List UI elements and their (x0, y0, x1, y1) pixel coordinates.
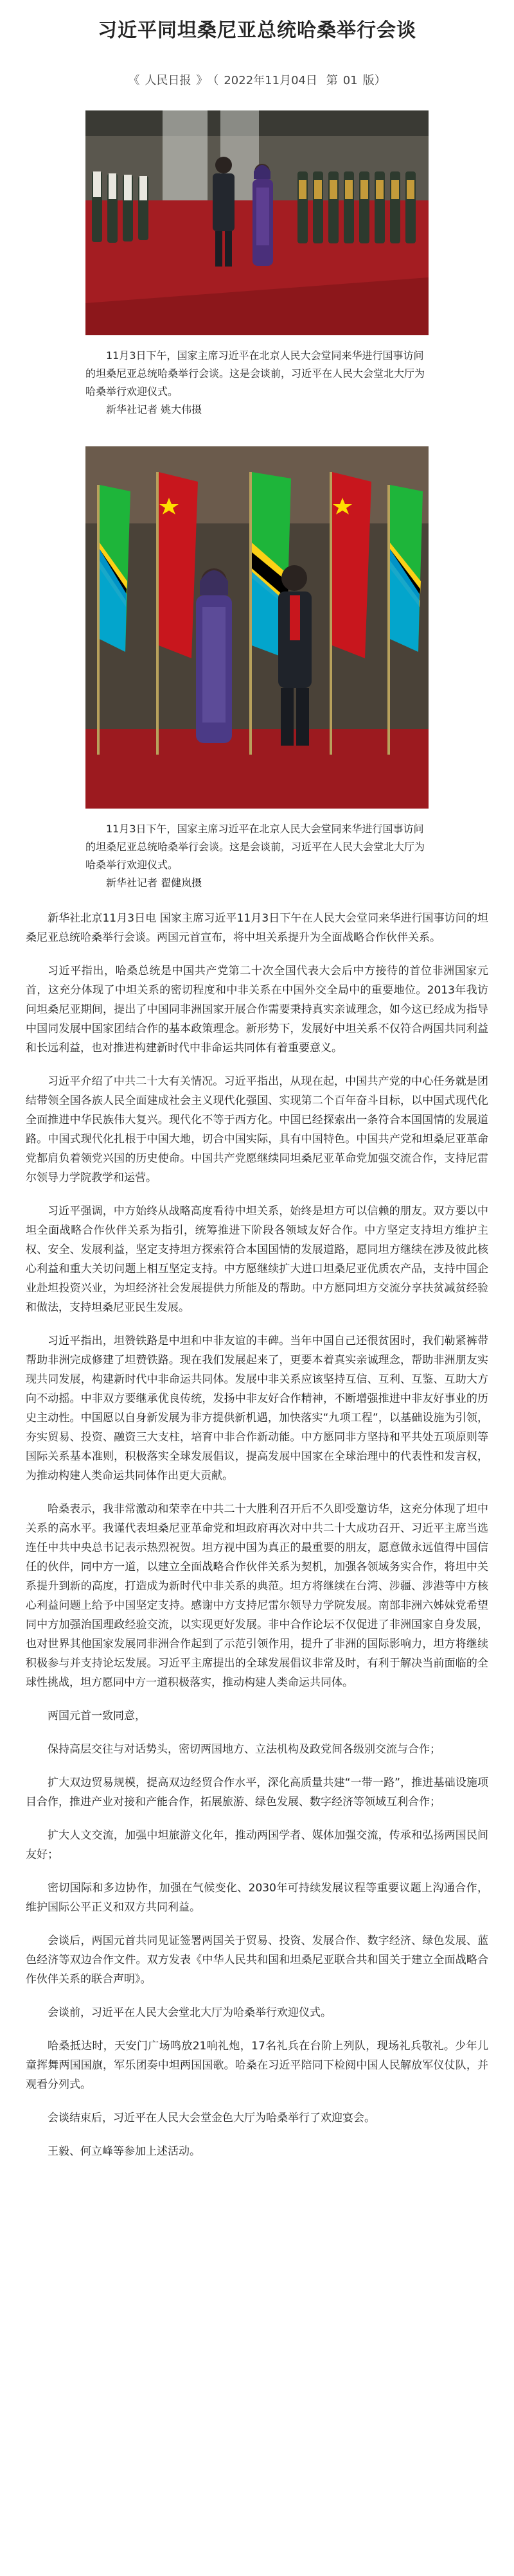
article-title: 习近平同坦桑尼亚总统哈桑举行会谈 (98, 19, 416, 42)
photo-caption-2 (85, 809, 429, 900)
leader-left-figure (196, 568, 232, 743)
article-paragraph: 会谈结束后，习近平在人民大会堂金色大厅为哈桑举行了欢迎宴会。 (48, 2112, 375, 2125)
article-paragraph: 扩大双边贸易规模，提高双边经贸合作水平，深化高质量共建“一带一路”，推进基础设施项目合作，推进产业对接和产能合作，拓展旅游、绿色发展、数字经济等领域互利合作； (26, 1776, 488, 1809)
article-paragraph: 哈桑表示，我非常激动和荣幸在中共二十大胜利召开后不久即受邀访华，这充分体现了坦中关系的高水平。我谨代表坦桑尼亚革命党和坦政府再次对中共二十大成功召开、习近平主席当选连任中共中央总书记表示热烈祝贺。坦方视中国为真正的最重要的朋友，愿意做永远值得中国信任的伙伴，同中方一道，以建立全面战略合作伙伴关系为契机，加强各领域务实合作，将坦中关系提升到新的高度，打造成为新时代中非关系的典范。坦方将继续在台湾、涉疆、涉港等中方核心利益问题上给予中国坚定支持。感谢中方支持尼雷尔领导力学院发展。南部非洲六姊妹党希望同中方加强治国理政经验交流，以实现更好发展。非中合作论坛不仅促进了非洲国家自身发展，也对世界其他国家发展同非洲合作起到了示范引领作用，提升了非洲的国际影响力，坦方将继续积极参与并支持论坛发展。习近平主席提出的全球发展倡议非常及时，有利于解决当前面临的全球性挑战，坦方愿同中方一道积极落实，推动构建人类命运共同体。 (26, 1503, 488, 1689)
photo-credit: 新华社记者 姚大伟摄 (106, 403, 202, 416)
date-open: （ (213, 74, 219, 87)
photo-caption-text: 11月3日下午，国家主席习近平在北京人民大会堂同来华进行国事访问的坦桑尼亚总统哈桑举行会谈。这是会谈前，习近平在人民大会堂北大厅为哈桑举行欢迎仪式。 (85, 823, 425, 871)
article-body (26, 900, 488, 2161)
photo-welcome-ceremony-illustration (85, 110, 429, 335)
article-paragraph: 会谈后，两国元首共同见证签署两国关于贸易、投资、发展合作、数字经济、绿色发展、蓝色经济等双边合作文件。双方发表《中华人民共和国和坦桑尼亚联合共和国关于建立全面战略合作伙伴关系的联合声明》。 (26, 1934, 488, 1986)
source-name: 人民日报 (145, 74, 191, 87)
source-close: 》 (196, 74, 208, 87)
article-paragraph: 密切国际和多边协作，加强在气候变化、2030年可持续发展议程等重要议题上沟通合作，维护国际公平正义和双方共同利益。 (26, 1882, 488, 1914)
article-paragraph: 会谈前，习近平在人民大会堂北大厅为哈桑举行欢迎仪式。 (48, 2006, 332, 2019)
article-paragraph: 习近平指出，坦赞铁路是中坦和中非友谊的丰碑。当年中国自己还很贫困时，我们勒紧裤带帮助非洲完成修建了坦赞铁路。现在我们发展起来了，更要本着真实亲诚理念，帮助非洲朋友实现共同发展，构建新时代中非命运共同体。发展中非关系应该坚持互信、互利、互鉴、互助大方向不动摇。中非双方要继承优良传统，发扬中非友好合作精神，不断增强推进中非友好事业的历史主动性。中国愿以自身新发展为非方提供新机遇，加快落实“九项工程”，以基础设施为引领，夯实贸易、投资、融资三大支柱，培育中非合作新动能。中方愿同非方坚持和平共处五项原则等国际关系基本准则，积极落实全球发展倡议，提高发展中国家在全球治理中的代表性和发言权，为推动构建人类命运共同体作出更大贡献。 (26, 1335, 488, 1482)
publish-date: 2022年11月04日 (224, 74, 317, 87)
page-suffix: 版） (362, 74, 386, 87)
article-paragraph: 习近平介绍了中共二十大有关情况。习近平指出，从现在起，中国共产党的中心任务就是团结带领全国各族人民全面建成社会主义现代化强国、实现第二个百年奋斗目标，以中国式现代化全面推进中华民族伟大复兴。现代化不等于西方化。中国已经探索出一条符合本国国情的发展道路。中国式现代化扎根于中国大地，切合中国实际，具有中国特色。中国共产党和坦桑尼亚革命党都肩负着领党兴国的历史使命。中国共产党愿继续同坦桑尼亚革命党加强交流合作，支持尼雷尔领导力学院教学和运营。 (26, 1075, 488, 1184)
source-open: 《 (128, 74, 140, 87)
photo-leaders-flags (85, 446, 429, 809)
article-paragraph: 保持高层交往与对话势头，密切两国地方、立法机构及政党间各级别交流与合作； (48, 1743, 441, 1756)
page-label: 第 (326, 74, 338, 87)
photo-leaders-flags-illustration (85, 446, 429, 809)
article-paragraph: 哈桑抵达时，天安门广场鸣放21响礼炮，17名礼兵在台阶上列队，现场礼兵敬礼。少年儿童挥舞两国国旗，军乐团奏中坦两国国歌。哈桑在习近平陪同下检阅中国人民解放军仪仗队，并观看分列式。 (26, 2040, 488, 2091)
page-number: 01 (342, 74, 358, 87)
article-paragraph: 两国元首一致同意， (48, 1710, 146, 1722)
article-paragraph: 扩大人文交流，加强中坦旅游文化年，推动两国学者、媒体加强交流，传承和弘扬两国民间友好； (26, 1829, 488, 1861)
article-paragraph: 新华社北京11月3日电 国家主席习近平11月3日下午在人民大会堂同来华进行国事访问的坦桑尼亚总统哈桑举行会谈。两国元首宣布，将中坦关系提升为全面战略合作伙伴关系。 (26, 912, 488, 944)
article-paragraph: 习近平强调，中方始终从战略高度看待中坦关系，始终是坦方可以信赖的朋友。双方要以中坦全面战略合作伙伴关系为指引，统筹推进下阶段各领域友好合作。中方坚定支持坦方维护主权、安全、发展利益，坚定支持坦方探索符合本国国情的发展道路，愿同坦方继续在涉及彼此核心利益和重大关切问题上相互坚定支持。中方愿继续扩大进口坦桑尼亚优质农产品，支持中国企业赴坦投资兴业，为坦经济社会发展提供力所能及的帮助。中方愿同坦方交流分享扶贫减贫经验和做法，支持坦桑尼亚民生发展。 (26, 1205, 488, 1314)
article-meta (0, 66, 514, 96)
photo-caption-1 (85, 335, 429, 446)
article-paragraph: 王毅、何立峰等参加上述活动。 (48, 2145, 200, 2158)
article-paragraph: 习近平指出，哈桑总统是中国共产党第二十次全国代表大会后中方接待的首位非洲国家元首，这充分体现了中坦关系的密切程度和中非关系在中国外交全局中的重要地位。2013年我访问坦桑尼亚期间，提出了中国同非洲国家开展合作需要秉持真实亲诚理念，如今这已经成为指导中国同发展中国家团结合作的基本政策理念。新形势下，发展好中坦关系不仅符合两国共同利益和长远利益，也对推进构建新时代中非命运共同体有着重要意义。 (26, 965, 488, 1055)
photo-welcome-ceremony (85, 110, 429, 335)
photo-credit: 新华社记者 翟健岚摄 (106, 877, 202, 889)
photo-caption-text: 11月3日下午，国家主席习近平在北京人民大会堂同来华进行国事访问的坦桑尼亚总统哈桑举行会谈。这是会谈前，习近平在人民大会堂北大厅为哈桑举行欢迎仪式。 (85, 349, 425, 398)
